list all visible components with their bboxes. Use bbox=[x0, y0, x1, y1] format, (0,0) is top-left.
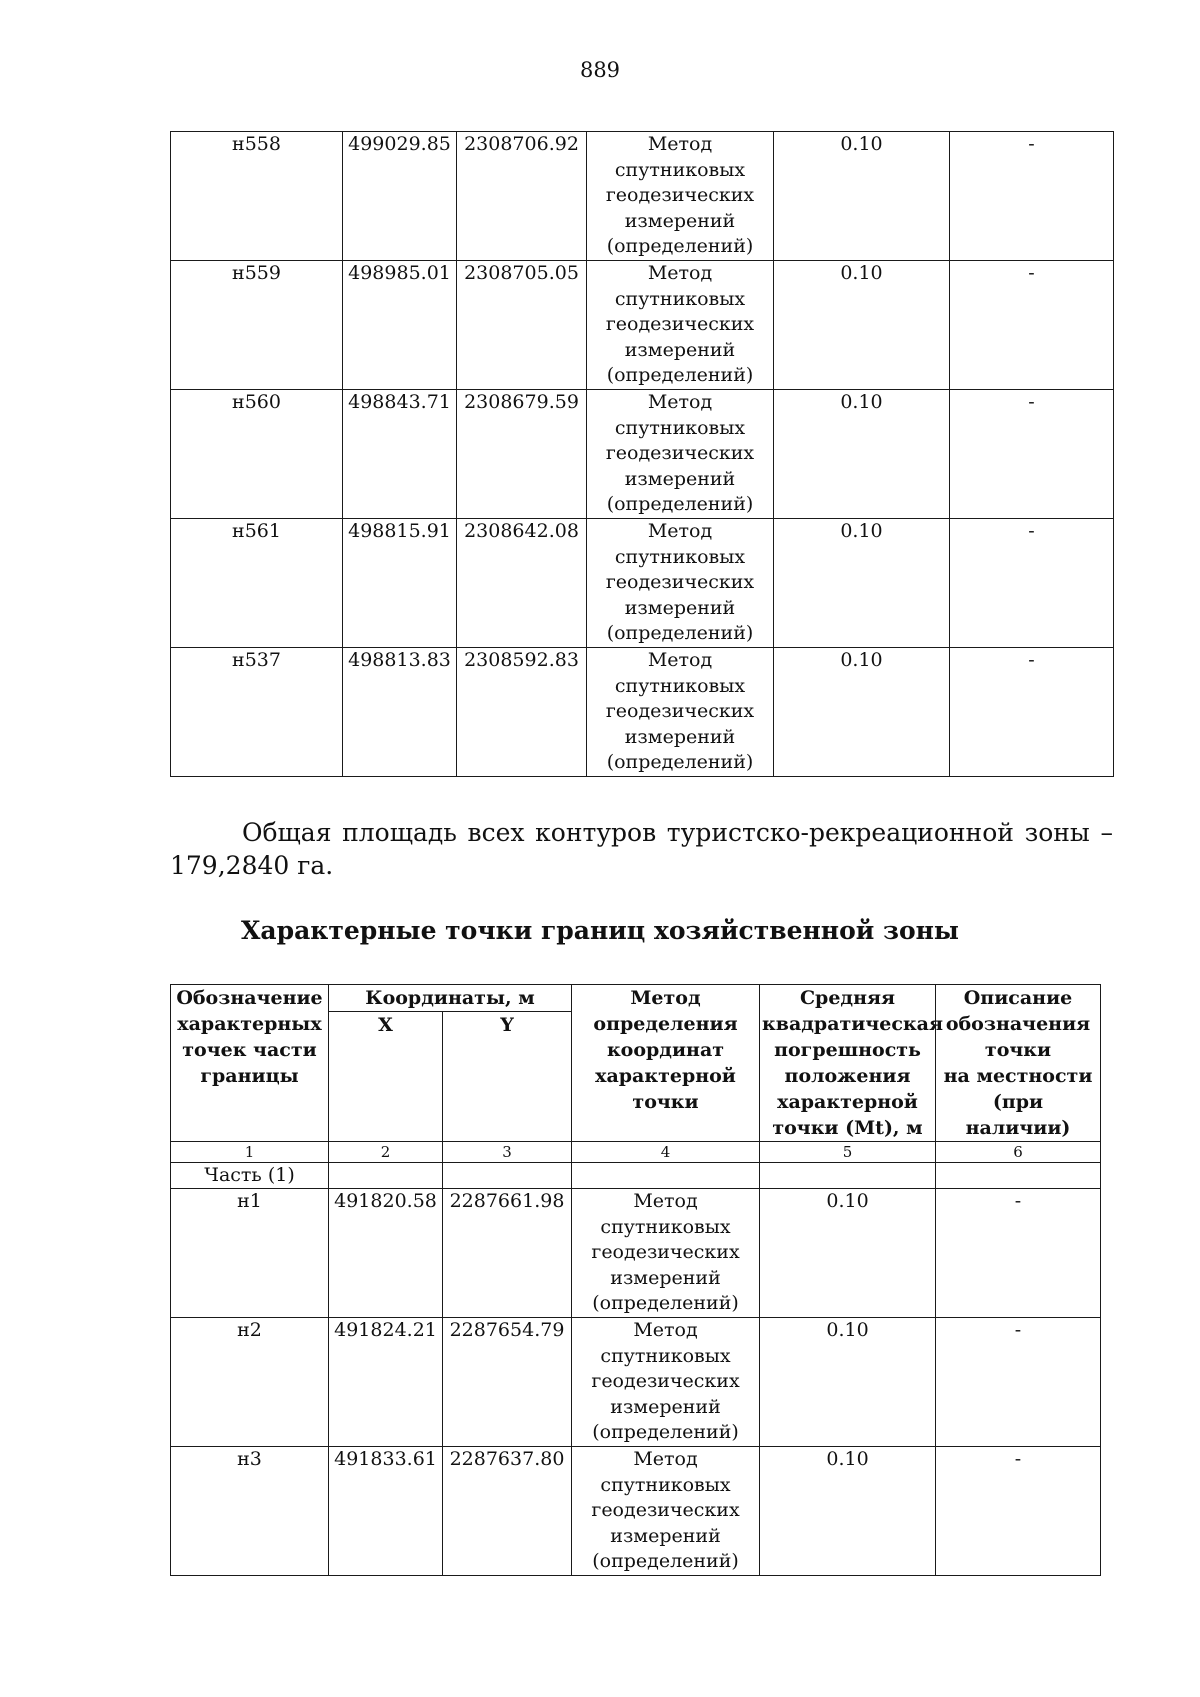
mean-square-error: 0.10 bbox=[760, 1189, 936, 1318]
point-designation: н559 bbox=[171, 261, 343, 390]
cell-line: Средняя bbox=[799, 987, 896, 1009]
cell-line: Метод bbox=[630, 987, 701, 1009]
cell-line: геодезических bbox=[605, 700, 755, 723]
mean-square-error: 0.10 bbox=[774, 519, 950, 648]
table-row bbox=[171, 132, 1114, 261]
empty-cell bbox=[760, 1163, 936, 1189]
point-description: - bbox=[936, 1447, 1101, 1576]
cell-line: Описание bbox=[963, 987, 1073, 1009]
coordinate-y: 2308705.05 bbox=[457, 261, 587, 390]
coordinate-y: 2308592.83 bbox=[457, 648, 587, 777]
page-number: 889 bbox=[579, 58, 621, 82]
cell-line: спутниковых bbox=[614, 287, 746, 310]
boundary-points-table-continued bbox=[170, 131, 1114, 777]
cell-line: квадратическая bbox=[762, 1013, 944, 1035]
cell-line: спутниковых bbox=[614, 416, 746, 439]
coordinate-x: 498815.91 bbox=[343, 519, 457, 648]
point-description: - bbox=[950, 648, 1114, 777]
cell-line: спутниковых bbox=[614, 674, 746, 697]
total-area-note bbox=[170, 816, 1113, 882]
cell-line: точки bbox=[632, 1091, 699, 1113]
section-title: Характерные точки границ хозяйственной зоны bbox=[241, 916, 959, 945]
column-number: 6 bbox=[936, 1142, 1101, 1163]
point-description: - bbox=[936, 1189, 1101, 1318]
column-number: 1 bbox=[171, 1142, 329, 1163]
cell-line: точек части bbox=[182, 1039, 317, 1061]
column-number-row bbox=[171, 1142, 1101, 1163]
cell-line: характерных bbox=[177, 1013, 322, 1035]
cell-line: Метод bbox=[633, 1190, 698, 1212]
cell-line: спутниковых bbox=[600, 1215, 731, 1238]
cell-line: спутниковых bbox=[600, 1473, 731, 1496]
cell-line: Метод bbox=[647, 520, 713, 542]
header-point-description bbox=[936, 985, 1101, 1142]
cell-line: измерений bbox=[624, 596, 736, 619]
determination-method bbox=[587, 390, 774, 519]
cell-line: характерной bbox=[595, 1065, 736, 1087]
cell-line: характерной bbox=[777, 1091, 918, 1113]
mean-square-error: 0.10 bbox=[774, 390, 950, 519]
mean-square-error: 0.10 bbox=[760, 1447, 936, 1576]
header-y: Y bbox=[443, 1012, 572, 1142]
cell-line: (определений) bbox=[606, 493, 754, 516]
coordinate-x: 498843.71 bbox=[343, 390, 457, 519]
cell-line: измерений bbox=[624, 467, 736, 490]
coordinate-y: 2287654.79 bbox=[443, 1318, 572, 1447]
cell-line: (определений) bbox=[606, 364, 754, 387]
cell-line: (определений) bbox=[592, 1421, 739, 1444]
table-row bbox=[171, 648, 1114, 777]
header-point-designation bbox=[171, 985, 329, 1142]
part-row bbox=[171, 1163, 1101, 1189]
column-number: 2 bbox=[329, 1142, 443, 1163]
cell-line: измерений bbox=[624, 338, 736, 361]
table-header bbox=[171, 985, 1101, 1189]
empty-cell bbox=[572, 1163, 760, 1189]
cell-line: измерений bbox=[610, 1395, 721, 1418]
cell-line: геодезических bbox=[605, 571, 755, 594]
determination-method bbox=[587, 648, 774, 777]
cell-line: геодезических bbox=[605, 184, 755, 207]
cell-line: Обозначение bbox=[176, 987, 323, 1009]
cell-line: спутниковых bbox=[614, 545, 746, 568]
cell-line: геодезических bbox=[591, 1499, 740, 1522]
header-mean-square-error bbox=[760, 985, 944, 1142]
cell-line: геодезических bbox=[605, 313, 755, 336]
cell-line: (определений) bbox=[606, 622, 754, 645]
determination-method bbox=[587, 261, 774, 390]
cell-line: геодезических bbox=[591, 1241, 740, 1264]
table-row bbox=[171, 390, 1114, 519]
cell-line: Метод bbox=[647, 262, 713, 284]
table-row bbox=[171, 1189, 1101, 1318]
determination-method bbox=[572, 1318, 760, 1447]
cell-line: (определений) bbox=[606, 235, 754, 258]
cell-line: спутниковых bbox=[614, 158, 746, 181]
determination-method bbox=[572, 1189, 760, 1318]
cell-line: измерений bbox=[610, 1266, 721, 1289]
table-row bbox=[171, 261, 1114, 390]
point-description: - bbox=[950, 132, 1114, 261]
cell-line: измерений bbox=[624, 725, 736, 748]
cell-line: Метод bbox=[647, 133, 713, 155]
cell-line: спутниковых bbox=[600, 1344, 731, 1367]
cell-line: Метод bbox=[633, 1448, 698, 1470]
coordinate-y: 2287661.98 bbox=[443, 1189, 572, 1318]
economic-zone-points-table bbox=[170, 984, 1101, 1576]
header-method bbox=[572, 985, 760, 1142]
determination-method bbox=[572, 1447, 760, 1576]
column-number: 5 bbox=[760, 1142, 936, 1163]
coordinate-y: 2308706.92 bbox=[457, 132, 587, 261]
total-area-text: Общая площадь всех контуров туристско-рекреационной зоны – 179,2840 га. bbox=[170, 818, 1113, 880]
cell-line: точки bbox=[984, 1039, 1052, 1061]
determination-method bbox=[587, 132, 774, 261]
point-designation: н1 bbox=[171, 1189, 329, 1318]
cell-line: геодезических bbox=[591, 1370, 740, 1393]
coordinate-x: 498813.83 bbox=[343, 648, 457, 777]
cell-line: положения bbox=[784, 1065, 911, 1087]
header-coordinates: Координаты, м bbox=[329, 985, 572, 1012]
point-description: - bbox=[950, 390, 1114, 519]
point-description: - bbox=[936, 1318, 1101, 1447]
cell-line: измерений bbox=[624, 209, 736, 232]
column-number: 4 bbox=[572, 1142, 760, 1163]
point-description: - bbox=[950, 261, 1114, 390]
table-row bbox=[171, 1447, 1101, 1576]
point-designation: н2 bbox=[171, 1318, 329, 1447]
cell-line: погрешность bbox=[774, 1039, 921, 1061]
empty-cell bbox=[329, 1163, 443, 1189]
cell-line: границы bbox=[200, 1065, 299, 1087]
coordinate-y: 2308679.59 bbox=[457, 390, 587, 519]
cell-line: Метод bbox=[633, 1319, 698, 1341]
header-x: X bbox=[329, 1012, 443, 1142]
mean-square-error: 0.10 bbox=[774, 132, 950, 261]
point-description: - bbox=[950, 519, 1114, 648]
cell-line: точки (Mt), м bbox=[772, 1117, 923, 1139]
cell-line: определения bbox=[593, 1013, 738, 1035]
coordinate-x: 491833.61 bbox=[329, 1447, 443, 1576]
cell-line: Метод bbox=[647, 649, 713, 671]
table-body bbox=[171, 1189, 1101, 1576]
coordinate-x: 491824.21 bbox=[329, 1318, 443, 1447]
point-designation: н560 bbox=[171, 390, 343, 519]
point-designation: н558 bbox=[171, 132, 343, 261]
coordinate-x: 499029.85 bbox=[343, 132, 457, 261]
table-body bbox=[171, 132, 1114, 777]
cell-line: координат bbox=[606, 1039, 725, 1061]
cell-line: (определений) bbox=[592, 1550, 739, 1573]
cell-line: (определений) bbox=[592, 1292, 739, 1315]
cell-line: измерений bbox=[610, 1524, 721, 1547]
empty-cell bbox=[936, 1163, 1101, 1189]
point-designation: н537 bbox=[171, 648, 343, 777]
cell-line: на местности bbox=[943, 1065, 1093, 1087]
part-label: Часть (1) bbox=[171, 1163, 329, 1189]
coordinate-y: 2308642.08 bbox=[457, 519, 587, 648]
table-row bbox=[171, 519, 1114, 648]
mean-square-error: 0.10 bbox=[760, 1318, 936, 1447]
determination-method bbox=[587, 519, 774, 648]
cell-line: (определений) bbox=[606, 751, 754, 774]
coordinate-x: 498985.01 bbox=[343, 261, 457, 390]
column-number: 3 bbox=[443, 1142, 572, 1163]
point-designation: н561 bbox=[171, 519, 343, 648]
point-designation: н3 bbox=[171, 1447, 329, 1576]
mean-square-error: 0.10 bbox=[774, 648, 950, 777]
empty-cell bbox=[443, 1163, 572, 1189]
cell-line: (при наличии) bbox=[965, 1091, 1071, 1139]
table-row bbox=[171, 1318, 1101, 1447]
cell-line: обозначения bbox=[945, 1013, 1091, 1035]
cell-line: геодезических bbox=[605, 442, 755, 465]
coordinate-y: 2287637.80 bbox=[443, 1447, 572, 1576]
mean-square-error: 0.10 bbox=[774, 261, 950, 390]
cell-line: Метод bbox=[647, 391, 713, 413]
coordinate-x: 491820.58 bbox=[329, 1189, 443, 1318]
